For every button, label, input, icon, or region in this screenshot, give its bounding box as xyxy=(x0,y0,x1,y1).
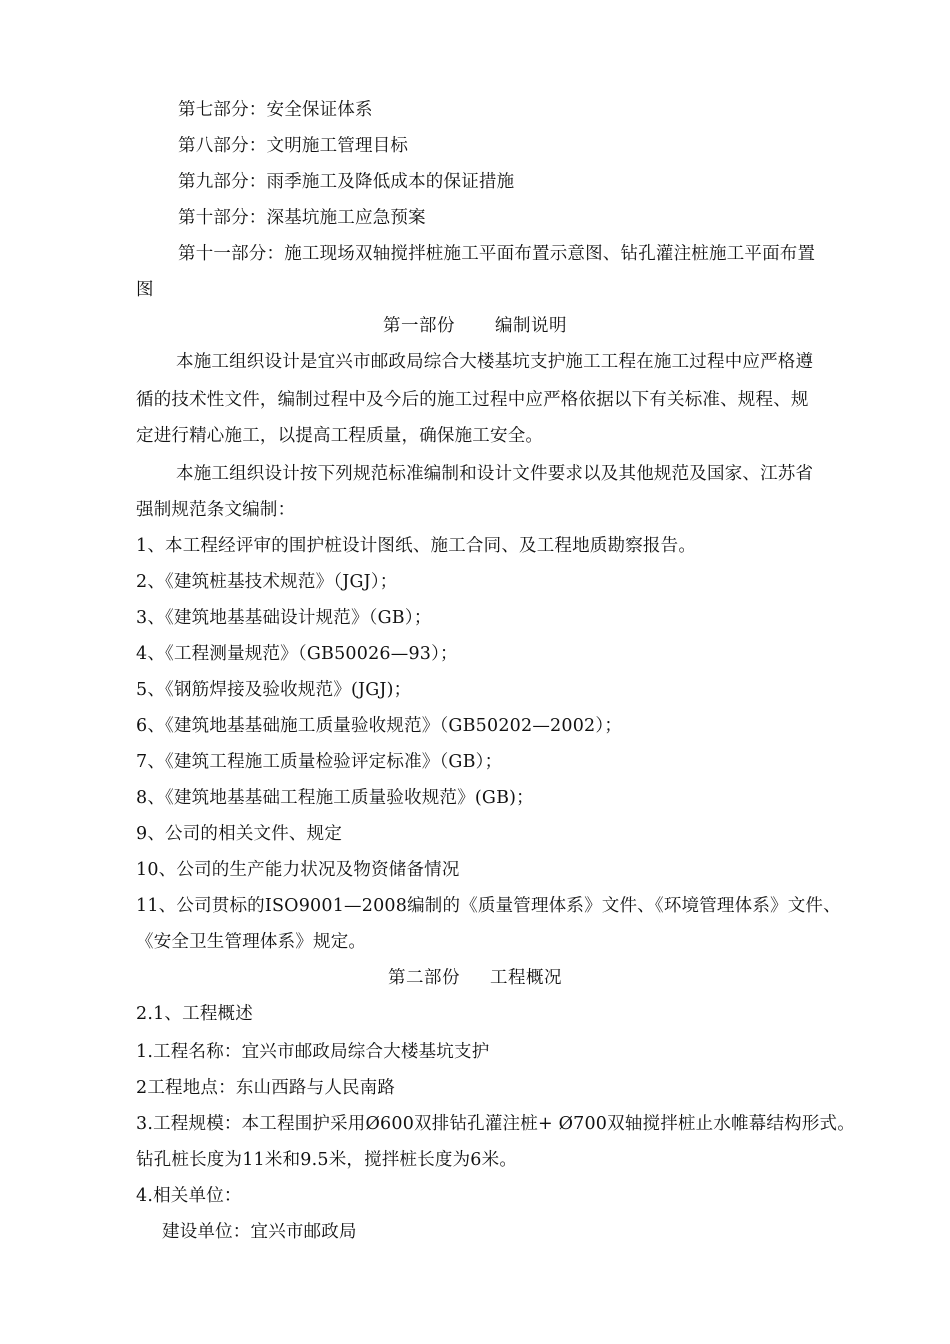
part1-para1-line2: 循的技术性文件，编制过程中及今后的施工过程中应严格依据以下有关标准、规程、规 xyxy=(136,390,809,410)
project-location-line: 2工程地点：东山西路与人民南路 xyxy=(136,1078,396,1098)
part1-title: 编制说明 xyxy=(495,316,567,336)
related-units-label: 4.相关单位： xyxy=(136,1186,242,1206)
toc-item-part9: 第九部分：雨季施工及降低成本的保证措施 xyxy=(178,172,515,192)
reference-item-3: 3、《建筑地基基础设计规范》（GB）； xyxy=(136,608,432,628)
toc-item-part10: 第十部分：深基坑施工应急预案 xyxy=(178,208,426,228)
reference-item-7: 7、《建筑工程施工质量检验评定标准》（GB）； xyxy=(136,752,503,772)
reference-item-5: 5、《钢筋焊接及验收规范》(JGJ)； xyxy=(136,680,412,700)
reference-item-11: 11、公司贯标的ISO9001—2008编制的《质量管理体系》文件、《环境管理体系》文件、 xyxy=(136,896,841,916)
reference-item-8: 8、《建筑地基基础工程施工质量验收规范》(GB)； xyxy=(136,788,534,808)
part1-para2-line1: 本施工组织设计按下列规范标准编制和设计文件要求以及其他规范及国家、江苏省 xyxy=(176,464,814,484)
reference-item-1: 1、本工程经评审的围护桩设计图纸、施工合同、及工程地质勘察报告。 xyxy=(136,536,697,556)
project-scale-line2: 钻孔桩长度为11米和9.5米，搅拌桩长度为6米。 xyxy=(136,1150,518,1170)
section-2-1-heading: 2.1、工程概述 xyxy=(136,1004,253,1024)
part2-heading xyxy=(0,966,950,990)
part1-para1-line3: 定进行精心施工，以提高工程质量，确保施工安全。 xyxy=(136,426,544,446)
toc-item-part11-wrap: 图 xyxy=(136,280,154,300)
part1-para1-line1: 本施工组织设计是宜兴市邮政局综合大楼基坑支护施工工程在施工过程中应严格遵 xyxy=(176,352,814,372)
reference-item-11-wrap: 《安全卫生管理体系》规定。 xyxy=(136,932,367,952)
toc-item-part11: 第十一部分：施工现场双轴搅拌桩施工平面布置示意图、钻孔灌注桩施工平面布置 xyxy=(178,244,816,264)
project-scale-line1: 3.工程规模：本工程围护采用Ø600双排钻孔灌注桩+ Ø700双轴搅拌桩止水帷幕结构形式。 xyxy=(136,1114,855,1134)
part1-para2-line2: 强制规范条文编制： xyxy=(136,500,296,520)
reference-item-2: 2、《建筑桩基技术规范》（JGJ）； xyxy=(136,572,398,592)
reference-item-6: 6、《建筑地基基础施工质量验收规范》（GB50202—2002）； xyxy=(136,716,623,736)
toc-item-part7: 第七部分：安全保证体系 xyxy=(178,100,373,120)
reference-item-4: 4、《工程测量规范》（GB50026—93）； xyxy=(136,644,458,664)
part1-heading xyxy=(0,314,950,338)
part2-title: 工程概况 xyxy=(490,968,562,988)
toc-item-part8: 第八部分：文明施工管理目标 xyxy=(178,136,409,156)
reference-item-9: 9、公司的相关文件、规定 xyxy=(136,824,343,844)
builder-unit-line: 建设单位：宜兴市邮政局 xyxy=(162,1222,357,1242)
part2-number: 第二部份 xyxy=(388,968,460,988)
reference-item-10: 10、公司的生产能力状况及物资储备情况 xyxy=(136,860,460,880)
part1-number: 第一部份 xyxy=(383,316,455,336)
project-name-line: 1.工程名称：宜兴市邮政局综合大楼基坑支护 xyxy=(136,1042,490,1062)
